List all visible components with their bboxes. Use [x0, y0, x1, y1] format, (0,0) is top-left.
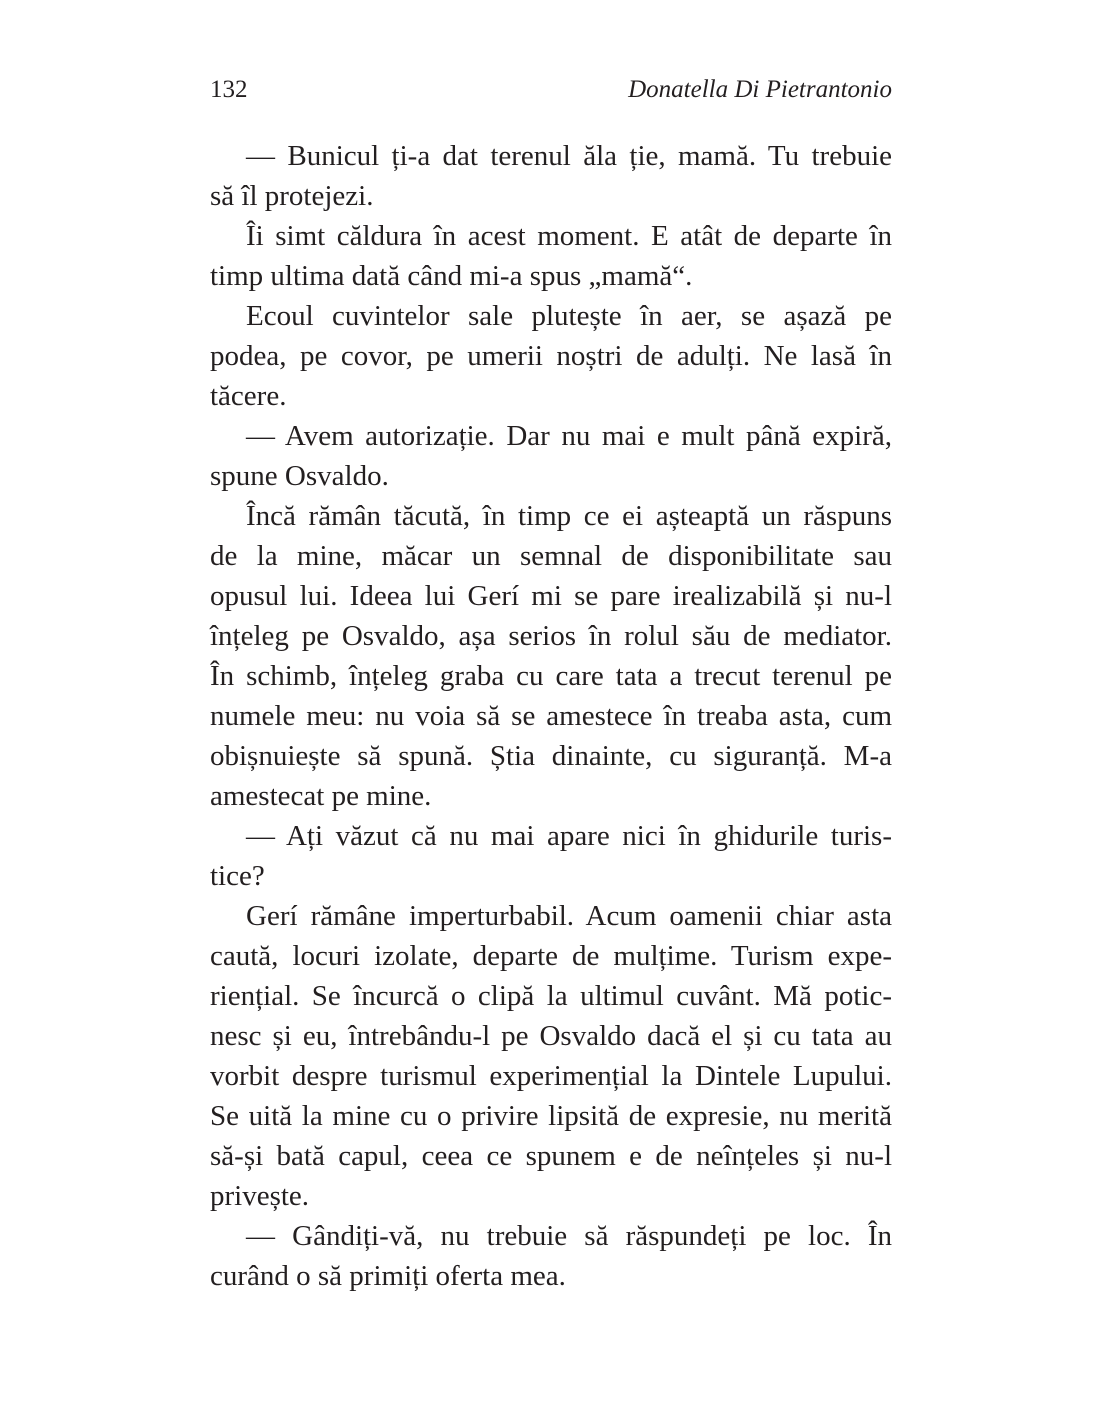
body-text: [210, 136, 892, 1296]
text-line: spune Osvaldo.: [210, 460, 389, 492]
text-line: numele meu: nu voia să se amestece în treaba asta, cum: [210, 700, 892, 732]
paragraph-first-line: Ecoul cuvintelor sale plutește în aer, se așază pe: [246, 300, 892, 332]
text-line: riențial. Se încurcă o clipă la ultimul cuvânt. Mă potic-: [210, 980, 892, 1012]
page-number: 132: [210, 76, 248, 103]
paragraph-first-line: — Bunicul ți-a dat terenul ăla ție, mamă. Tu trebuie: [246, 140, 892, 172]
paragraph-first-line: — Gândiți-vă, nu trebuie să răspundeți pe loc. În: [246, 1220, 892, 1252]
paragraph-first-line: Îi simt căldura în acest moment. E atât de departe în: [246, 220, 892, 252]
text-line: să îl protejezi.: [210, 180, 374, 212]
running-title-author: Donatella Di Pietrantonio: [628, 76, 892, 103]
text-line: tice?: [210, 860, 265, 892]
text-line: În schimb, înțeleg graba cu care tata a trecut terenul pe: [210, 660, 892, 692]
paragraph-first-line: — Avem autorizație. Dar nu mai e mult până expiră,: [246, 420, 892, 452]
text-line: obișnuiește să spună. Știa dinainte, cu siguranță. M-a: [210, 740, 892, 772]
text-line: vorbit despre turismul experimențial la Dintele Lupului.: [210, 1060, 892, 1092]
text-line: privește.: [210, 1180, 310, 1212]
running-header: [210, 72, 892, 108]
paragraph-first-line: Gerí rămâne imperturbabil. Acum oamenii chiar asta: [246, 900, 892, 932]
paragraph-first-line: Încă rămân tăcută, în timp ce ei așteaptă un răspuns: [246, 500, 892, 532]
text-line: opusul lui. Ideea lui Gerí mi se pare irealizabilă și nu-l: [210, 580, 892, 612]
text-line: tăcere.: [210, 380, 287, 412]
text-line: curând o să primiți oferta mea.: [210, 1260, 566, 1292]
text-line: caută, locuri izolate, departe de mulțime. Turism expe-: [210, 940, 892, 972]
text-line: să-și bată capul, ceea ce spunem e de neînțeles și nu-l: [210, 1140, 892, 1172]
text-line: de la mine, măcar un semnal de disponibilitate sau: [210, 540, 892, 572]
text-line: amestecat pe mine.: [210, 780, 432, 812]
text-line: timp ultima dată când mi-a spus „mamă“.: [210, 260, 693, 292]
text-line: înțeleg pe Osvaldo, așa serios în rolul său de mediator.: [210, 620, 892, 652]
text-line: nesc și eu, întrebându-l pe Osvaldo dacă el și cu tata au: [210, 1020, 892, 1052]
text-line: podea, pe covor, pe umerii noștri de adulți. Ne lasă în: [210, 340, 892, 372]
paragraph-first-line: — Ați văzut că nu mai apare nici în ghidurile turis-: [246, 820, 892, 852]
text-line: Se uită la mine cu o privire lipsită de expresie, nu merită: [210, 1100, 892, 1132]
